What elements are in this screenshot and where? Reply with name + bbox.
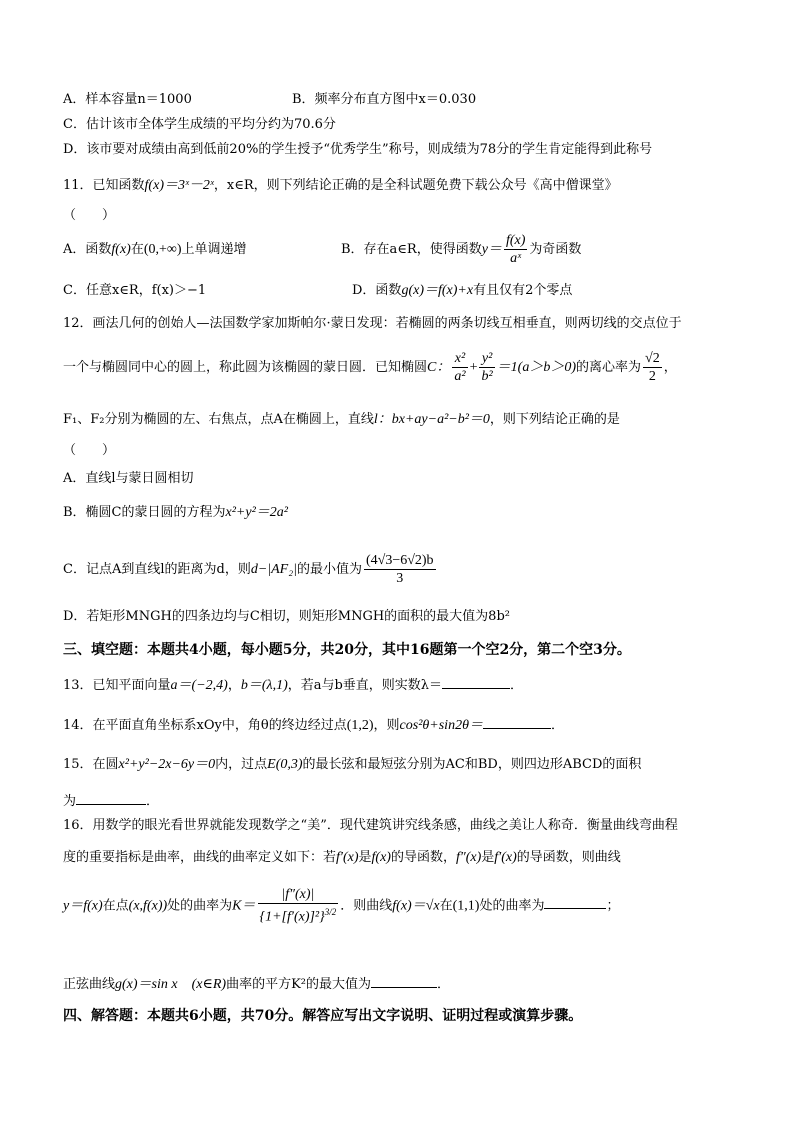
q12-frac1-num: x²	[452, 350, 467, 368]
q16-line2-fp: f′(x)	[336, 850, 359, 865]
q12-option-b	[63, 505, 288, 521]
q13-sep: ，	[227, 678, 241, 693]
q16-line2-a: 度的重要指标是曲率，曲线的曲率定义如下：若	[63, 850, 337, 865]
q11-option-b-y: y＝	[481, 242, 502, 257]
q10-option-d: D．该市要对成绩由高到低前20%的学生授予“优秀学生”称号，则成绩为78分的学生肯定能得到此称号	[63, 142, 653, 157]
q14-answer-blank[interactable]	[483, 716, 551, 729]
q16-line2	[63, 850, 621, 866]
q11-option-a-fx: f(x)	[111, 242, 131, 257]
q12-answer-paren: （ ）	[63, 443, 116, 458]
q15-line1	[63, 757, 641, 773]
section-4-heading: 四、解答题：本题共6小题，共70分。解答应写出文字说明、证明过程或演算步骤。	[63, 1008, 583, 1024]
q14-expr: cos²θ+sin2θ＝	[399, 718, 483, 733]
q16-line4-sine: g(x)＝sin x (x∈R)	[115, 977, 227, 992]
q12-option-b-pre: B．椭圆C的蒙日圆的方程为	[63, 505, 226, 520]
q15-point: E(0,3)	[267, 757, 303, 772]
q12-ellipse-frac-y	[479, 350, 494, 385]
q12-option-c-expr: d−|AF₂|	[250, 562, 297, 577]
q12-line3	[63, 412, 620, 428]
q15-mid: 内，过点	[215, 757, 268, 772]
q13-end: ．	[510, 678, 524, 693]
q12-option-c	[63, 552, 438, 587]
q16-line3-curve-def: y＝f(x)	[63, 898, 103, 914]
q13-mid: ，若a与b垂直，则实数λ＝	[287, 678, 443, 693]
q12-option-b-eq: x²+y²＝2a²	[225, 505, 288, 520]
q11-stem	[63, 178, 618, 194]
q11-option-b-denominator: aˣ	[510, 251, 522, 266]
q16-line2-d: 是	[481, 850, 495, 865]
q16-line3-e: 在	[439, 898, 453, 914]
q16-answer-blank-2[interactable]	[371, 975, 437, 988]
q16-curvature-den-wrap	[258, 904, 339, 926]
q15-line2-text: 为	[63, 794, 77, 809]
q11-option-c: C．任意x∈R，f(x)＞−1	[63, 283, 207, 298]
q16-line3-sqrt-curve: f(x)＝√x	[392, 898, 440, 914]
q12-line2-a: 一个与椭圆同中心的圆上，称此圆为该椭圆的蒙日圆．已知椭圆	[63, 360, 428, 375]
q11-option-b-pre: B．存在a∈R，使得函数	[341, 242, 482, 257]
q12-option-c-num: (4√3−6√2)b	[365, 553, 434, 568]
q11-option-a	[63, 242, 247, 258]
q16-line3-f: 处的曲率为	[479, 898, 545, 914]
q14-mid: ，则	[373, 718, 400, 733]
q16-curvature-exp: 3/2	[324, 907, 337, 917]
q11-option-a-pre: A．函数	[63, 242, 112, 257]
q16-line4-b: 曲率的平方K²的最大值为	[226, 977, 371, 992]
q11-stem-b: ，x∈R，则下列结论正确的是全科试题免费下载公众号《高中僧课堂》	[213, 178, 618, 193]
q16-line3-c: 处的曲率为	[167, 898, 233, 914]
q16-line3-end: ；	[606, 898, 620, 914]
q16-curvature-num: |f″(x)|	[258, 886, 339, 904]
q16-curvature-fraction	[258, 886, 339, 926]
q11-option-a-post: 上单调递增	[181, 242, 247, 257]
q15-line2	[63, 792, 159, 810]
q12-ellipse-frac-x	[452, 350, 467, 385]
q12-line2-b: 的离心率为	[576, 360, 642, 375]
q12-option-c-fraction	[364, 552, 436, 587]
q15-answer-blank[interactable]	[76, 792, 146, 805]
q12-line3-b: ，则下列结论正确的是	[489, 412, 620, 427]
q12-line2	[63, 350, 677, 385]
q11-stem-a: 11．已知函数	[63, 178, 145, 193]
q11-option-b	[341, 232, 581, 267]
q16-curvature-k: K＝	[232, 898, 256, 914]
q16-line3-d: ．则曲线	[340, 898, 393, 914]
q12-ellipse-tail: ＝1(a＞b＞0)	[496, 360, 576, 375]
q11-option-d-pre: D．函数	[352, 283, 402, 298]
q15-circle: x²+y²−2x−6y＝0	[118, 757, 216, 772]
q16-line3-point: (x,f(x))	[128, 898, 168, 914]
q14	[63, 716, 564, 734]
q12-ecc-den: 2	[648, 369, 656, 384]
q12-ecc-num: √2	[645, 351, 660, 366]
q16-line2-fp2: f′(x)	[494, 850, 517, 865]
q11-option-d-post: 有且仅有2个零点	[473, 283, 573, 298]
q13-vector-b: b＝(λ,1)	[240, 678, 288, 693]
q12-option-c-den: 3	[396, 571, 404, 586]
q16-line2-e: 的导函数，则曲线	[516, 850, 621, 865]
q15-pre: 15．在圆	[63, 757, 119, 772]
q12-frac2-den: b²	[481, 369, 493, 384]
q12-option-a: A．直线l与蒙日圆相切	[63, 471, 194, 486]
q10-option-b: B．频率分布直方图中x＝0.030	[292, 92, 477, 107]
q16-line3	[63, 886, 619, 926]
q11-answer-paren: （ ）	[63, 208, 116, 223]
q16-line3-b: 在点	[102, 898, 129, 914]
q11-option-b-post: 为奇函数	[529, 242, 582, 257]
q11-option-d	[352, 283, 572, 299]
q12-eccentricity	[643, 350, 662, 385]
q10-option-c: C．估计该市全体学生成绩的平均分约为70.6分	[63, 117, 336, 132]
q12-line-l: l：bx+ay−a²−b²＝0	[373, 412, 490, 427]
q12-line2-end: ，	[663, 360, 677, 375]
q16-line2-fx: f(x)	[371, 850, 391, 865]
q13-vector-a: a＝(−2,4)	[170, 678, 228, 693]
q11-option-a-mid: 在	[130, 242, 144, 257]
q16-line4-end: ．	[437, 977, 451, 992]
q12-ellipse-c: C：	[427, 360, 451, 375]
q11-option-b-numerator: f(x)	[505, 233, 526, 248]
q11-option-b-fraction	[504, 232, 527, 267]
q11-option-a-interval: (0,+∞)	[143, 242, 182, 257]
q15-post: 的最长弦和最短弦分别为AC和BD，则四边形ABCD的面积	[302, 757, 642, 772]
q12-option-d: D．若矩形MNGH的四条边均与C相切，则矩形MNGH的面积的最大值为8b²	[63, 609, 510, 624]
q16-answer-blank-1[interactable]	[544, 896, 606, 909]
q11-option-d-expr: g(x)＝f(x)+x	[401, 283, 474, 298]
q16-line3-point2: (1,1)	[452, 898, 480, 914]
q16-line4	[63, 975, 450, 993]
q16-line2-fpp: f″(x)	[455, 850, 482, 865]
q12-line1: 12．画法几何的创始人—法国数学家加斯帕尔·蒙日发现：若椭圆的两条切线互相垂直，则两切线的交点位于	[63, 316, 682, 331]
section-3-heading: 三、填空题：本题共4小题，每小题5分，共20分，其中16题第一个空2分，第二个空3分。	[63, 642, 631, 658]
q13	[63, 676, 523, 694]
q14-point: (1,2)	[346, 718, 374, 733]
q16-line2-c: 的导函数，	[390, 850, 456, 865]
q12-plus: +	[469, 360, 478, 375]
q10-option-a: A．样本容量n＝1000	[63, 92, 192, 107]
q14-pre: 14．在平面直角坐标系xOy中，角θ的终边经过点	[63, 718, 347, 733]
q15-end: ．	[146, 794, 160, 809]
q16-line1: 16．用数学的眼光看世界就能发现数学之“美”．现代建筑讲究线条感，曲线之美让人称奇．衡量曲线弯曲程	[63, 818, 678, 833]
q16-line4-a: 正弦曲线	[63, 977, 116, 992]
q14-end: ．	[550, 718, 564, 733]
q11-function: f(x)＝3ˣ－2ˣ	[144, 178, 214, 193]
q16-line2-b: 是	[358, 850, 372, 865]
q16-curvature-den: {1+[f′(x)]²}	[259, 909, 325, 925]
q12-option-c-mid: 的最小值为	[296, 562, 362, 577]
q13-answer-blank[interactable]	[442, 676, 510, 689]
q13-pre: 13．已知平面向量	[63, 678, 171, 693]
q12-frac2-num: y²	[479, 350, 494, 368]
q12-frac1-den: a²	[454, 369, 466, 384]
q12-option-c-pre: C．记点A到直线l的距离为d，则	[63, 562, 251, 577]
q12-line3-a: F₁、F₂分别为椭圆的左、右焦点，点A在椭圆上，直线	[63, 412, 374, 427]
